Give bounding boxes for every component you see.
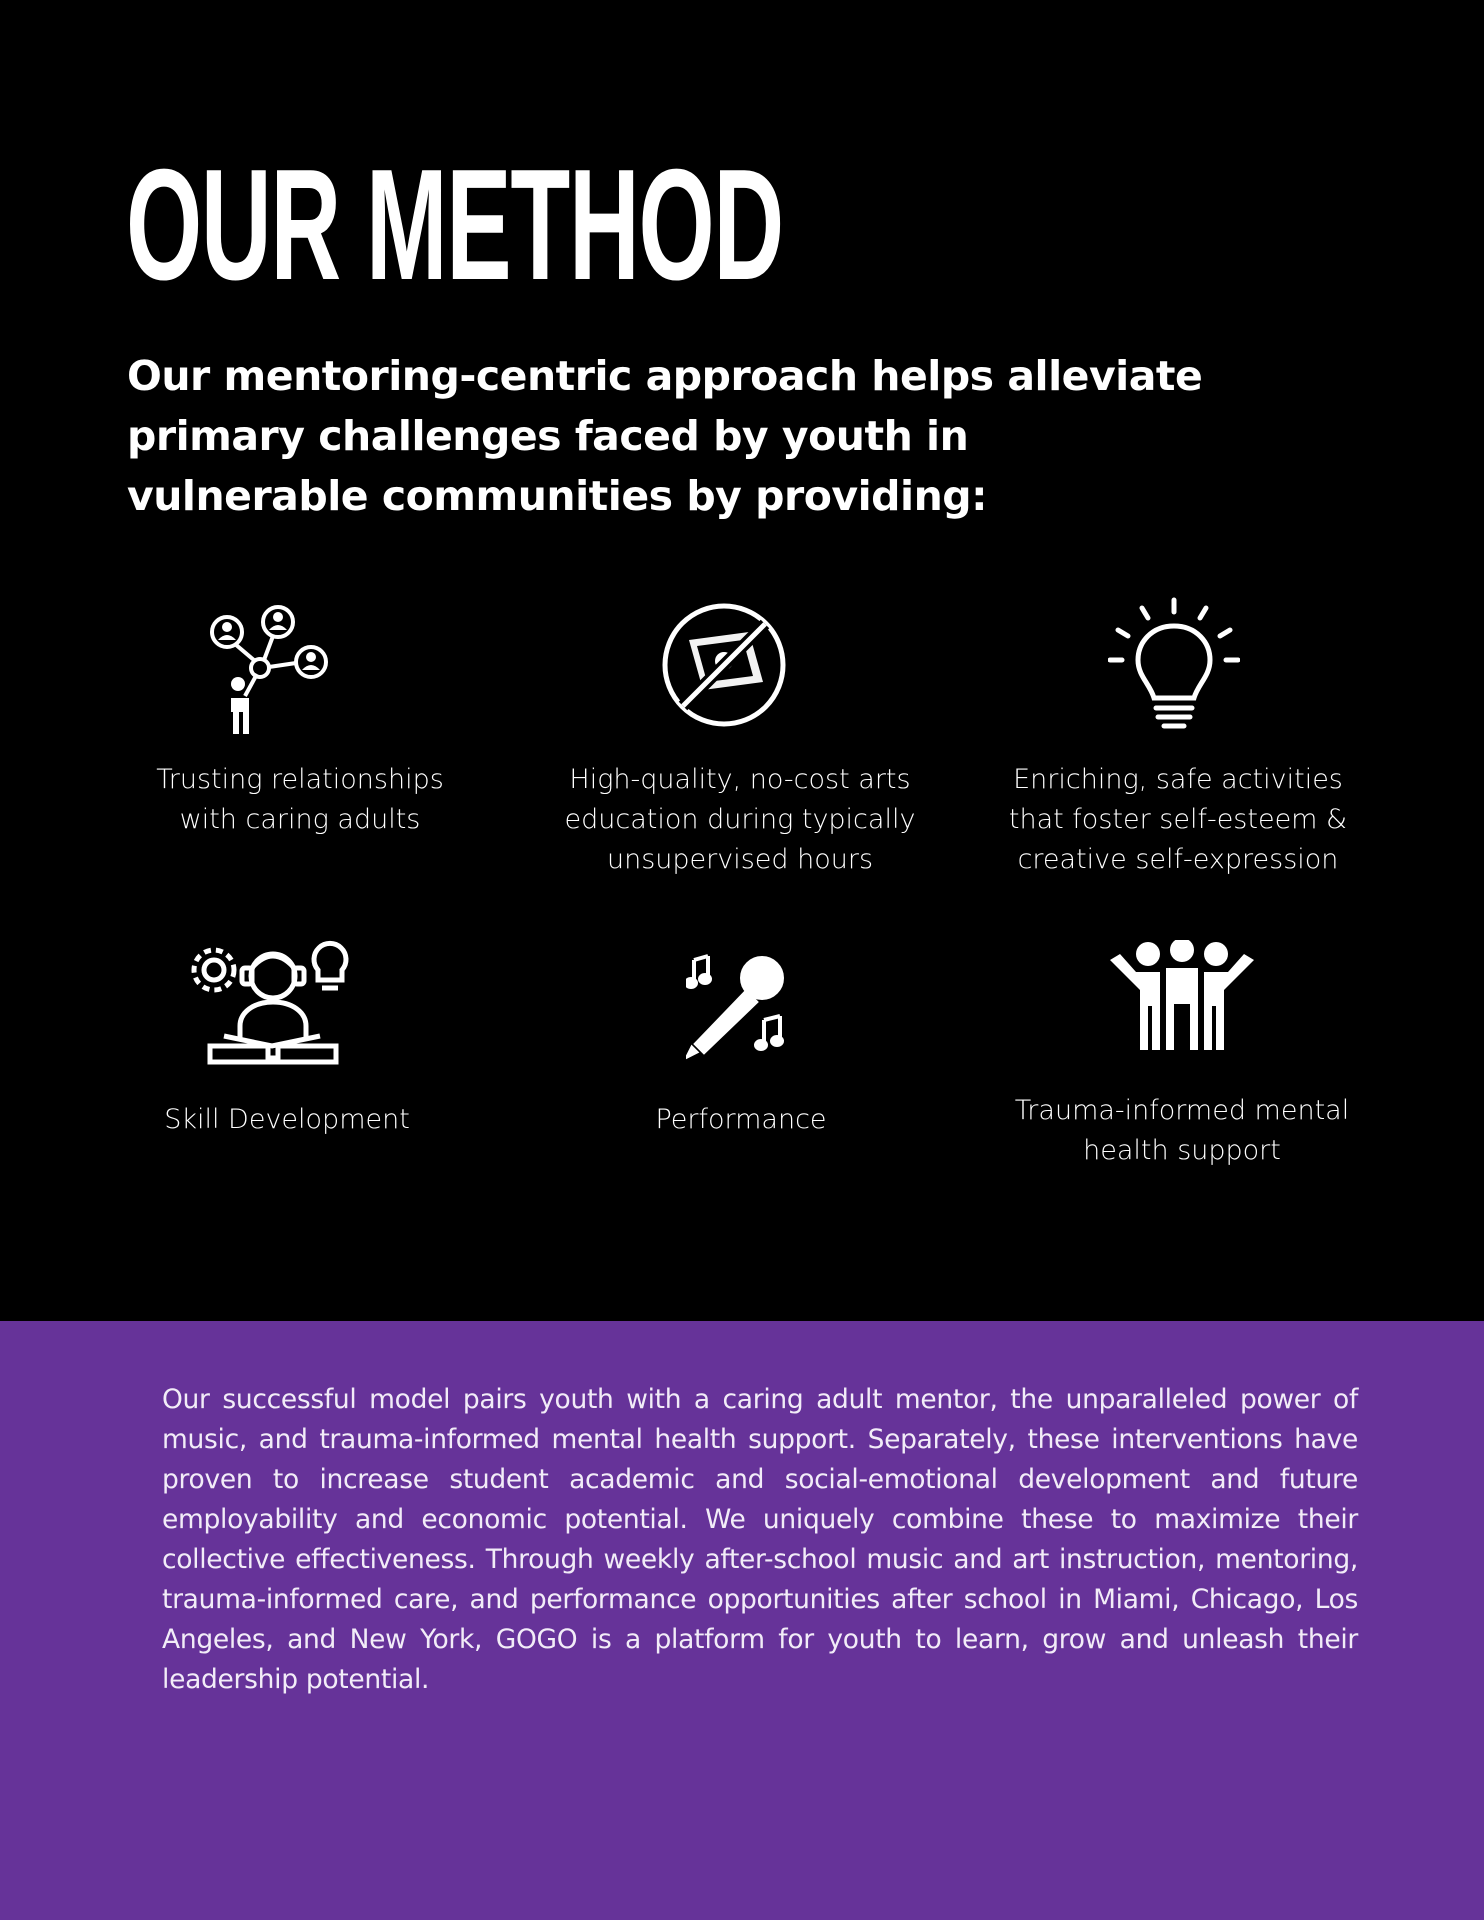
microphone-music-icon: [686, 950, 796, 1060]
no-cost-icon: [661, 602, 787, 728]
lightbulb-icon: [1108, 596, 1240, 736]
group-support-icon: [1108, 940, 1256, 1052]
feature-label-1: Trusting relationships with caring adults: [156, 764, 444, 835]
feature-label-4: Skill Development: [164, 1104, 410, 1135]
feature-label-5: Performance: [655, 1104, 827, 1135]
page-title: OUR METHOD: [126, 137, 783, 313]
feature-label-6: Trauma-informed mental health support: [1014, 1095, 1350, 1166]
feature-label-3: Enriching, safe activities that foster self-esteem & creative self-expression: [1008, 764, 1348, 875]
mentoring-network-icon: [205, 602, 331, 734]
subtitle: Our mentoring-centric approach helps alleviate primary challenges faced by youth in vulnerable communities by providing:: [127, 352, 1203, 520]
model-description: Our successful model pairs youth with a caring adult mentor, the unparalleled power of music, and trauma-informed mental health support. Separately, these interventions have proven to increase student academic and social-emotional development and future employability and economic potential. We uniquely combine these to maximize their collective effectiveness. Through weekly after-school music and art instruction, mentoring, trauma-informed care, and performance opportunities after school in Miami, Chicago, Los Angeles, and New York, GOGO is a platform for youth to learn, grow and unleash their leadership potential.: [162, 1384, 1358, 1695]
feature-label-2: High-quality, no-cost arts education during typically unsupervised hours: [564, 764, 916, 875]
skill-development-icon: [190, 940, 356, 1070]
